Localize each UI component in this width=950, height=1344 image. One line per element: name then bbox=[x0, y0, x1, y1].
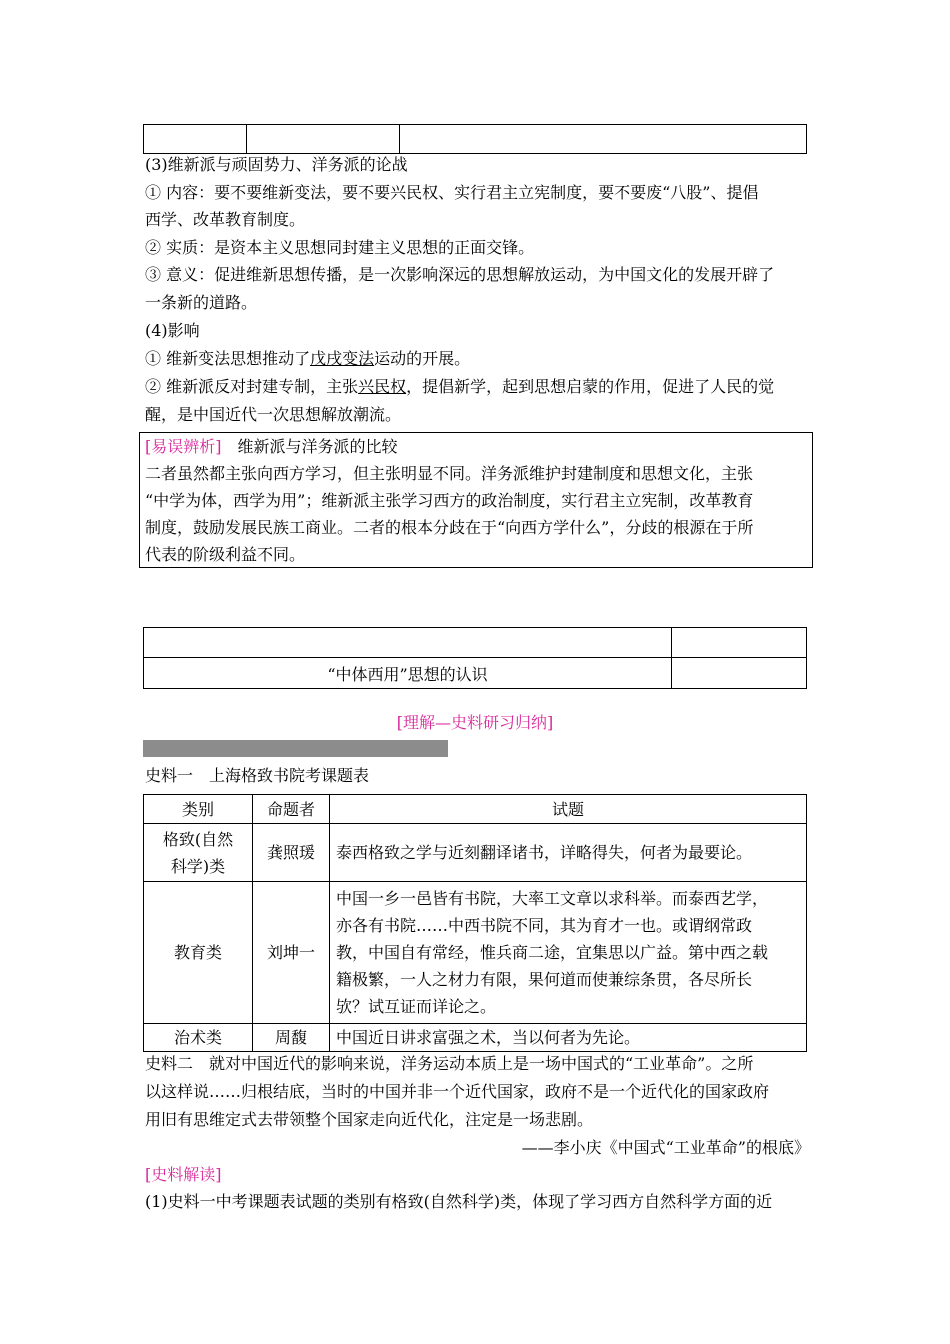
source-line: 史料二 就对中国近代的影响来说，洋务运动本质上是一场中国式的“工业革命”。之所 bbox=[145, 1054, 754, 1073]
key-term: 戊戌变法 bbox=[310, 349, 375, 368]
table-cell bbox=[672, 658, 807, 689]
cell-question: 中国近日讲求富强之术，当以何者为先论。 bbox=[330, 1024, 807, 1052]
cell-author: 周馥 bbox=[253, 1024, 330, 1052]
cell-question: 泰西格致之学与近刻翻译诸书，详略得失，何者为最要论。 bbox=[330, 824, 807, 882]
paragraph-line bbox=[145, 345, 810, 372]
table-row bbox=[144, 1024, 807, 1052]
key-term: 兴民权 bbox=[358, 377, 407, 396]
citation: ——李小庆《中国式“工业革命”的根底》 bbox=[521, 1138, 810, 1157]
paragraph-line: 一条新的道路。 bbox=[145, 293, 258, 312]
top-empty-table bbox=[143, 124, 807, 154]
question-line: 教，中国自有常经，惟兵商二途，宜集思以广益。第中西之载 bbox=[336, 943, 769, 962]
source-line: 以这样说……归根结底，当时的中国并非一个近代国家，政府不是一个近代化的国家政府 bbox=[145, 1082, 770, 1101]
header-author: 命题者 bbox=[253, 795, 330, 824]
table-cell bbox=[247, 125, 400, 154]
question-line: 亦各有书院……中西书院不同，其为育才一也。或谓纲常政 bbox=[336, 916, 753, 935]
question-line: 籍极繁，一人之材力有限，果何道而使兼综条贯，各尽所长 bbox=[336, 970, 753, 989]
table-cell bbox=[400, 125, 807, 154]
box-title: 维新派与洋务派的比较 bbox=[237, 437, 398, 456]
box-line: 二者虽然都主张向西方学习，但主张明显不同。洋务派维护封建制度和思想文化，主张 bbox=[145, 464, 754, 483]
box-title-line bbox=[145, 433, 810, 460]
paragraph-line: 西学、改革教育制度。 bbox=[145, 210, 306, 229]
table-cell bbox=[672, 628, 807, 658]
category-line: 科学)类 bbox=[170, 856, 226, 876]
paragraph-line: ① 内容：要不要维新变法，要不要兴民权、实行君主立宪制度，要不要废“八股”、提倡 bbox=[145, 183, 759, 202]
header-question: 试题 bbox=[330, 795, 807, 824]
text-span: ② 维新派反对封建专制，主张 bbox=[145, 377, 359, 396]
gray-bar bbox=[143, 740, 448, 757]
section-heading: (3)维新派与顽固势力、洋务派的论战 bbox=[145, 155, 408, 174]
paragraph-line bbox=[145, 373, 810, 400]
cell-category bbox=[144, 824, 253, 882]
question-line: 欤？试互证而详论之。 bbox=[336, 997, 497, 1016]
category-line: 格致(自然 bbox=[162, 829, 234, 849]
text-span: ① 维新变法思想推动了 bbox=[145, 349, 311, 368]
box-tag: [易误辨析] bbox=[145, 437, 222, 456]
box-line: 代表的阶级利益不同。 bbox=[145, 545, 306, 564]
cell-category: 治术类 bbox=[144, 1024, 253, 1052]
reading-line: (1)史料一中考课题表试题的类别有格致(自然科学)类，体现了学习西方自然科学方面的近 bbox=[145, 1192, 773, 1211]
reading-tag: [史料解读] bbox=[145, 1165, 222, 1184]
paragraph-line: 醒，是中国近代一次思想解放潮流。 bbox=[145, 405, 402, 424]
section-title: [理解—史料研习归纳] bbox=[396, 713, 554, 732]
table-row bbox=[144, 882, 807, 1024]
table-row bbox=[144, 824, 807, 882]
section-heading: (4)影响 bbox=[145, 321, 200, 340]
text-span: 运动的开展。 bbox=[374, 349, 471, 368]
paragraph-line: ② 实质：是资本主义思想同封建主义思想的正面交锋。 bbox=[145, 238, 535, 257]
source-title: 史料一 上海格致书院考课题表 bbox=[145, 766, 370, 785]
box-line: “中学为体，西学为用”；维新派主张学习西方的政治制度，实行君主立宪制，改革教育 bbox=[145, 491, 754, 510]
source-line: 用旧有思维定式去带领整个国家走向近代化，注定是一场悲剧。 bbox=[145, 1110, 594, 1129]
exam-topics-table bbox=[143, 794, 807, 1052]
table-cell bbox=[144, 628, 672, 658]
table-cell bbox=[144, 125, 247, 154]
cell-category: 教育类 bbox=[144, 882, 253, 1024]
cell-author: 刘坤一 bbox=[253, 882, 330, 1024]
middle-table bbox=[143, 627, 807, 689]
text-span: ，提倡新学，起到思想启蒙的作用，促进了人民的觉 bbox=[406, 377, 775, 396]
box-line: 制度，鼓励发展民族工商业。二者的根本分歧在于“向西方学什么”，分歧的根源在于所 bbox=[145, 518, 754, 537]
paragraph-line: ③ 意义：促进维新思想传播，是一次影响深远的思想解放运动，为中国文化的发展开辟了 bbox=[145, 265, 775, 284]
table-cell-title: “中体西用”思想的认识 bbox=[144, 658, 672, 689]
cell-author: 龚照瑗 bbox=[253, 824, 330, 882]
question-line: 中国一乡一邑皆有书院，大率工文章以求科举。而泰西艺学， bbox=[336, 889, 769, 908]
header-category: 类别 bbox=[144, 795, 253, 824]
cell-question bbox=[330, 882, 807, 1024]
